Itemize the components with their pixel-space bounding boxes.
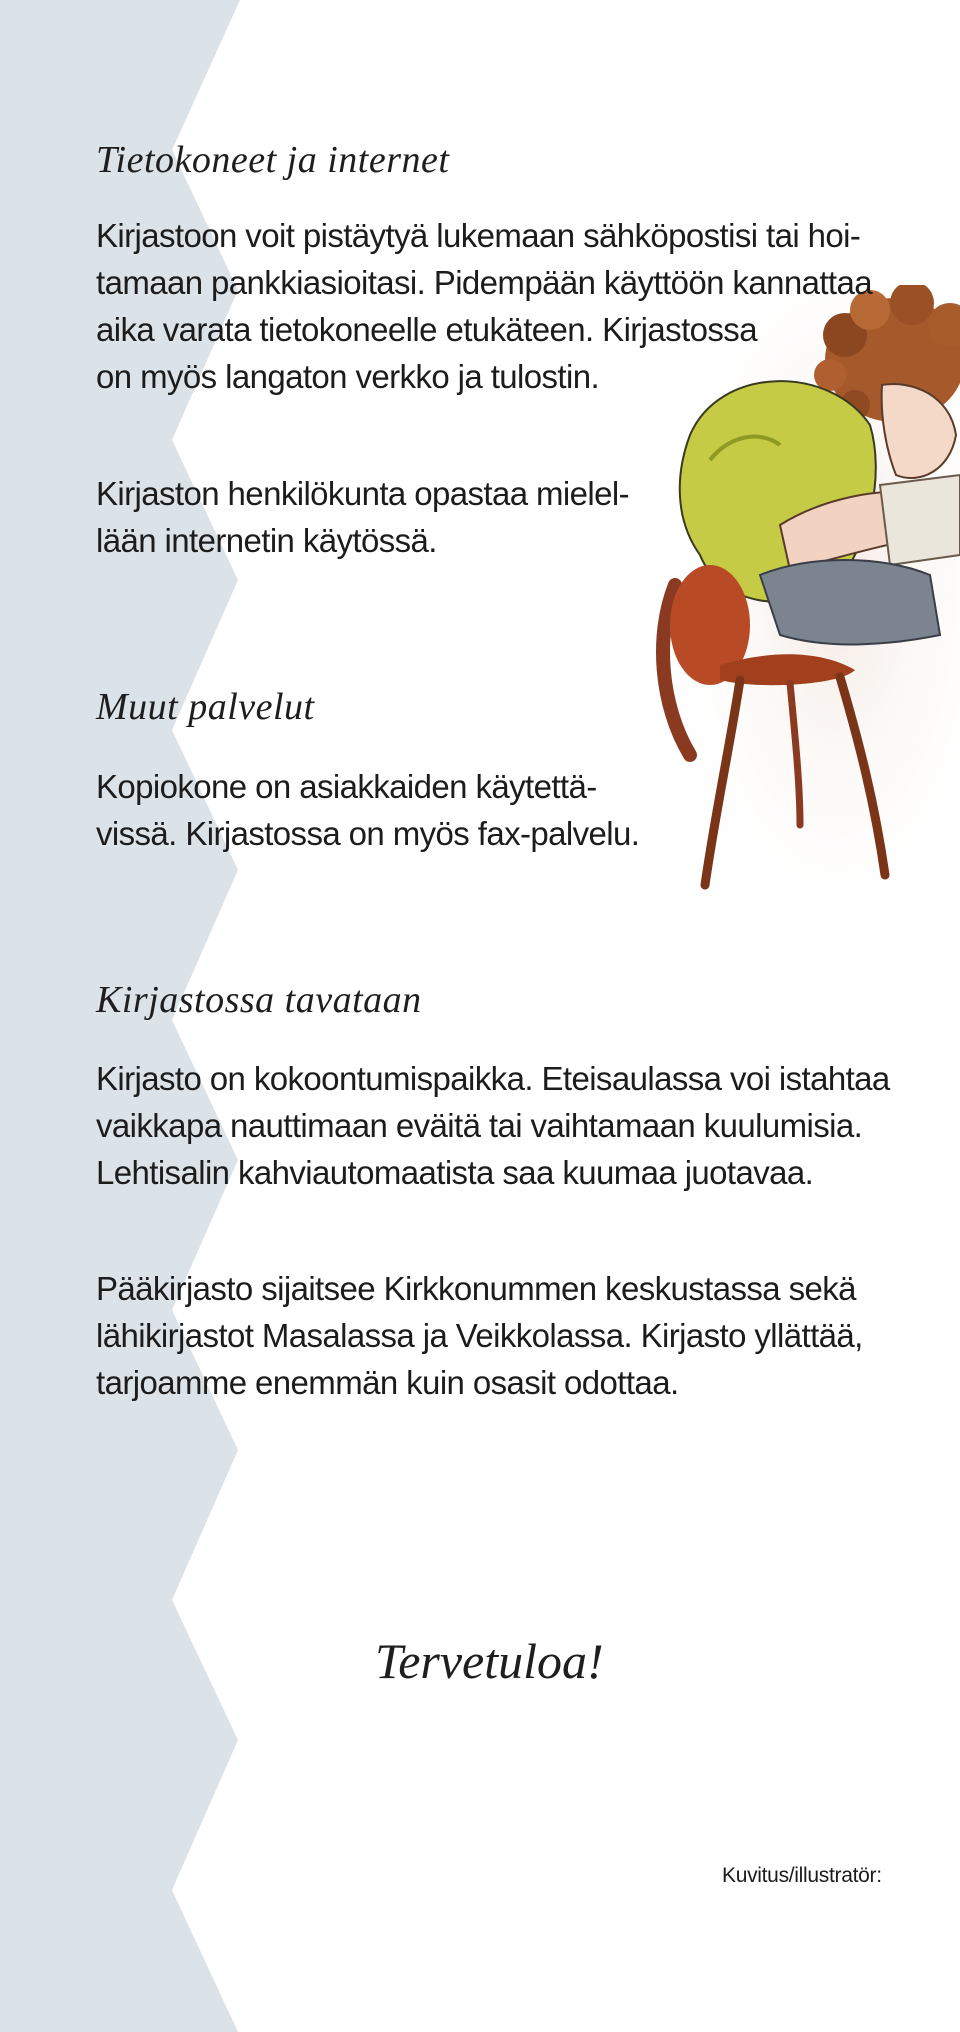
text-line: Kirjaston henkilökunta opastaa mielel- bbox=[96, 475, 630, 512]
text-line: Lehtisalin kahviautomaatista saa kuumaa juotavaa. bbox=[96, 1154, 814, 1191]
welcome-text: Tervetuloa! bbox=[375, 1633, 604, 1689]
paragraph-staff-help bbox=[96, 470, 629, 564]
text-line: lähikirjastot Masalassa ja Veikkolassa. Kirjasto yllättää, bbox=[96, 1317, 863, 1354]
illustrator-credit: Kuvitus/illustratör: bbox=[722, 1864, 882, 1887]
text-line: Pääkirjasto sijaitsee Kirkkonummen keskustassa sekä bbox=[96, 1270, 856, 1307]
text-line: vissä. Kirjastossa on myös fax-palvelu. bbox=[96, 815, 640, 852]
section-heading-computers: Tietokoneet ja internet bbox=[96, 139, 450, 181]
section-heading-meeting-place: Kirjastossa tavataan bbox=[96, 979, 422, 1021]
paragraph-computers-intro bbox=[96, 212, 872, 400]
paragraph-branch-libraries bbox=[96, 1265, 863, 1406]
section-heading-other-services: Muut palvelut bbox=[96, 686, 315, 728]
text-line: vaikkapa nauttimaan eväitä tai vaihtamaan kuulumisia. bbox=[96, 1107, 863, 1144]
text-line: lään internetin käytössä. bbox=[96, 522, 437, 559]
text-line: Kirjasto on kokoontumispaikka. Eteisaulassa voi istahtaa bbox=[96, 1060, 890, 1097]
paragraph-other-services bbox=[96, 763, 639, 857]
text-line: Kopiokone on asiakkaiden käytettä- bbox=[96, 768, 597, 805]
text-line: Kirjastoon voit pistäytyä lukemaan sähköpostisi tai hoi- bbox=[96, 217, 861, 254]
text-line: aika varata tietokoneelle etukäteen. Kirjastossa bbox=[96, 311, 757, 348]
text-line: tarjoamme enemmän kuin osasit odottaa. bbox=[96, 1364, 679, 1401]
text-line: tamaan pankkiasioitasi. Pidempään käyttöön kannattaa bbox=[96, 264, 872, 301]
paragraph-meeting-place bbox=[96, 1055, 890, 1196]
text-line: on myös langaton verkko ja tulostin. bbox=[96, 358, 600, 395]
